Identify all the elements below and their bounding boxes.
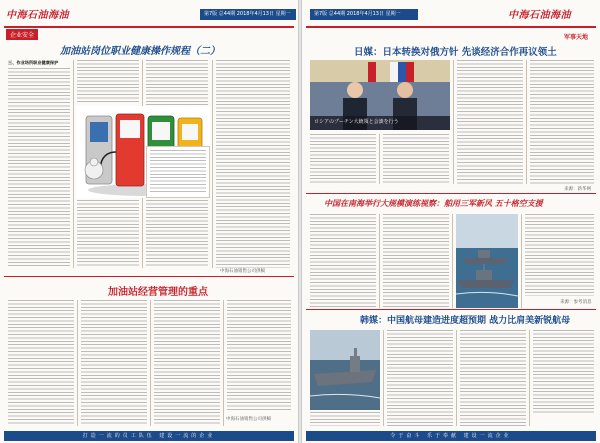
left-byline-1: 中海石油销售公司供稿 bbox=[220, 269, 265, 274]
column-divider bbox=[383, 330, 384, 426]
article-divider bbox=[306, 309, 596, 310]
left-article2-column-4 bbox=[227, 300, 291, 412]
left-article1-column-2-top bbox=[77, 60, 139, 104]
right-article2-column-2 bbox=[383, 214, 449, 308]
right-article1-headline: 日媒：日本转换对俄方针 先谈经济合作再议领土 bbox=[354, 47, 557, 58]
right-article2-headline: 中国在南海举行大规模演练视察：舶用三军新风 五十格空支援 bbox=[324, 198, 543, 208]
right-byline-1: 来源：新华网 bbox=[564, 187, 591, 192]
right-article3-column-3 bbox=[460, 330, 526, 426]
left-page bbox=[0, 0, 298, 443]
left-sidebar-box bbox=[146, 146, 210, 198]
right-article3-column-2 bbox=[387, 330, 453, 426]
left-article1-column-1 bbox=[8, 68, 70, 268]
right-paper-name: 中海石油海油 bbox=[508, 10, 571, 21]
left-article2-column-1 bbox=[8, 300, 74, 426]
right-article3-headline: 韩媒：中国航母建造进度超预期 战力比肩美新锐航母 bbox=[360, 316, 571, 326]
right-article1-column-3 bbox=[530, 60, 594, 184]
right-article2-column-4 bbox=[525, 214, 594, 296]
left-section-tag: 企业安全 bbox=[6, 29, 38, 40]
left-article1-column-4 bbox=[216, 60, 290, 268]
article-divider bbox=[306, 193, 596, 194]
left-byline-2: 中海石油销售公司供稿 bbox=[226, 417, 271, 422]
aircraft-carrier-photo bbox=[310, 330, 380, 410]
left-issue-bar: 第7版 总44期 2018年4月13日 星期一 bbox=[200, 9, 296, 20]
column-divider bbox=[521, 214, 522, 308]
right-masthead-rule bbox=[306, 26, 596, 28]
aircraft-carrier-image bbox=[310, 330, 380, 410]
column-divider bbox=[526, 60, 527, 184]
column-divider bbox=[223, 300, 224, 426]
warships-image bbox=[456, 214, 518, 308]
right-section-tag: 军事天地 bbox=[564, 34, 589, 41]
right-byline-2: 来源：参考消息 bbox=[560, 300, 592, 305]
photo-caption: ロシアのプーチン大統領と会談を行う bbox=[314, 119, 399, 125]
right-article2-column-1 bbox=[310, 214, 376, 308]
left-article1-subheading: 三、作业场所职业健康保护 bbox=[8, 60, 59, 65]
left-article1-headline: 加油站岗位职业健康操作规程（二） bbox=[60, 46, 220, 57]
right-article1-column-2 bbox=[457, 60, 523, 184]
warships-photo bbox=[456, 214, 518, 308]
left-article1-column-3-bottom bbox=[146, 200, 208, 268]
right-article3-column-1 bbox=[310, 412, 380, 426]
left-masthead bbox=[0, 3, 298, 27]
left-paper-name: 中海石油海油 bbox=[6, 10, 69, 21]
right-article1-column-1a bbox=[310, 134, 376, 184]
left-article2-headline: 加油站经营管理的重点 bbox=[108, 287, 208, 298]
column-divider bbox=[453, 60, 454, 184]
right-article3-column-4 bbox=[533, 330, 594, 414]
right-issue-bar: 第7版 总44期 2018年4月13日 星期一 bbox=[310, 9, 418, 20]
left-footer: 打造一流的员工队伍 建设一流的企业 bbox=[4, 431, 294, 441]
column-divider bbox=[150, 300, 151, 426]
right-footer: 令于奋斗 乐于奉献 建设一流企业 bbox=[306, 431, 596, 441]
leaders-meeting-photo bbox=[310, 60, 450, 130]
column-divider bbox=[212, 60, 213, 268]
column-divider bbox=[73, 60, 74, 268]
left-article1-column-2-bottom bbox=[77, 200, 139, 268]
right-page bbox=[302, 0, 600, 443]
column-divider bbox=[379, 134, 380, 184]
left-article2-column-3 bbox=[154, 300, 220, 426]
column-divider bbox=[529, 330, 530, 426]
right-masthead bbox=[302, 3, 600, 27]
right-article1-column-1b bbox=[383, 134, 449, 184]
column-divider bbox=[456, 330, 457, 426]
column-divider bbox=[77, 300, 78, 426]
column-divider bbox=[452, 214, 453, 308]
article-divider bbox=[4, 276, 294, 277]
left-article2-column-2 bbox=[81, 300, 147, 426]
left-masthead-rule bbox=[4, 26, 294, 28]
column-divider bbox=[379, 214, 380, 308]
